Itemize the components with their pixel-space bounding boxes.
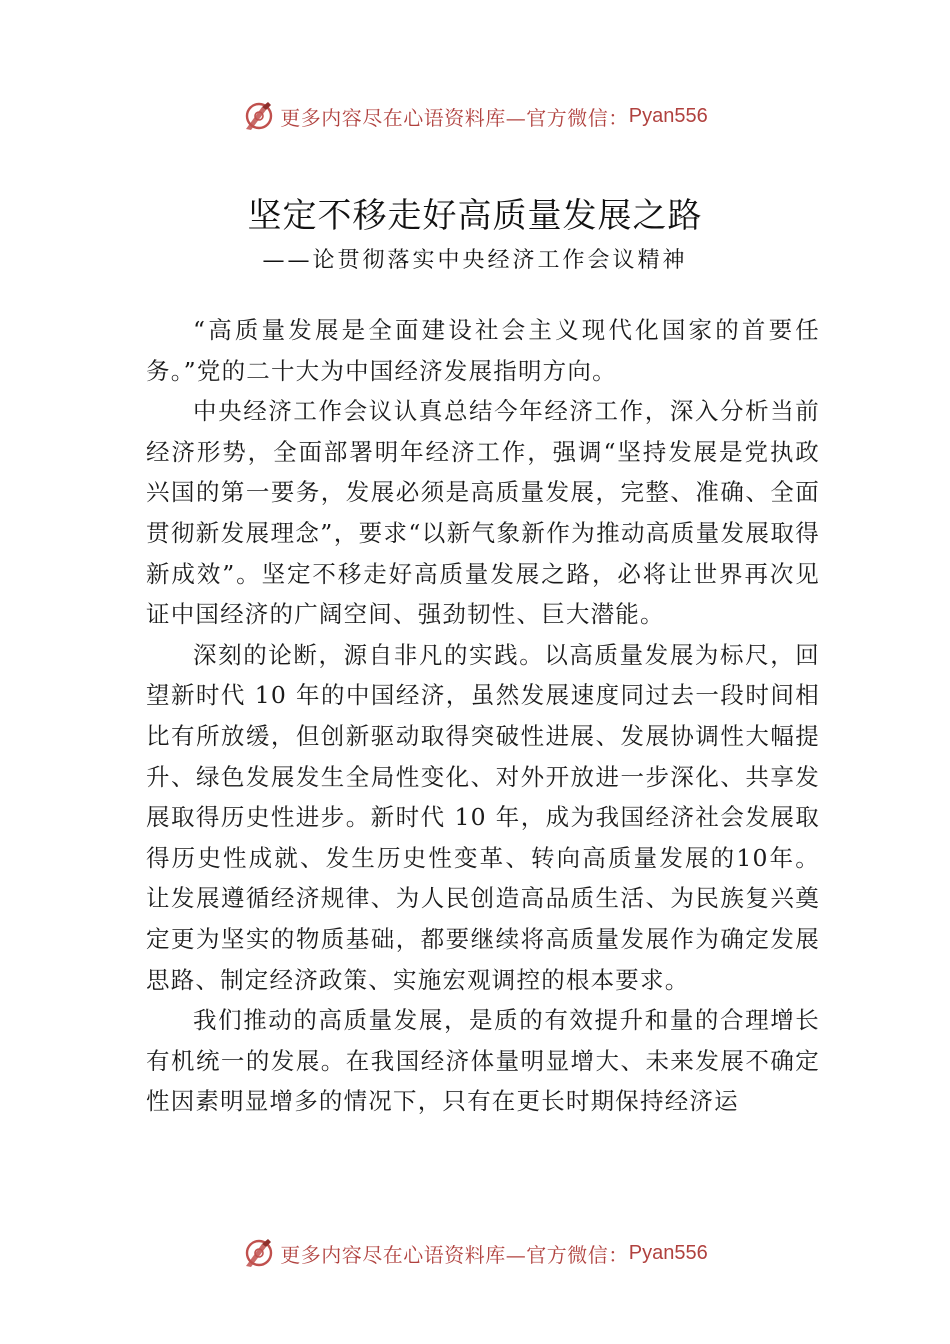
banner-wechat-id: Pyan556 <box>628 1241 708 1264</box>
pen-logo-icon <box>242 1236 276 1270</box>
paragraph: “高质量发展是全面建设社会主义现代化国家的首要任务。”党的二十大为中国经济发展指明方向。 <box>146 316 820 385</box>
footer-banner <box>0 1233 950 1273</box>
header-banner <box>0 96 950 136</box>
article-title: 坚定不移走好高质量发展之路 <box>247 196 703 236</box>
banner-text: 更多内容尽在心语资料库—官方微信： <box>280 105 629 130</box>
pen-logo-icon <box>242 99 276 133</box>
article-body <box>146 310 820 1122</box>
banner-text: 更多内容尽在心语资料库—官方微信： <box>280 1242 629 1267</box>
paragraph: 中央经济工作会议认真总结今年经济工作，深入分析当前经济形势，全面部署明年经济工作，强调“坚持发展是党执政兴国的第一要务，发展必须是高质量发展，完整、准确、全面贯彻新发展理念”，要求“以新气象新作为推动高质量发展取得新成效”。坚定不移走好高质量发展之路，必将让世界再次见证中国经济的广阔空间、强劲韧性、巨大潜能。 <box>146 397 820 629</box>
paragraph: 深刻的论断，源自非凡的实践。以高质量发展为标尺，回望新时代 10 年的中国经济，虽然发展速度同过去一段时间相比有所放缓，但创新驱动取得突破性进展、发展协调性大幅提升、绿色发展发生全局性变化、对外开放进一步深化、共享发展取得历史性进步。新时代 10 年，成为我国经济社会发展取得历史性成就、发生历史性变革、转向高质量发展的10年。让发展遵循经济规律、为人民创造高品质生活、为民族复兴奠定更为坚实的物质基础，都要继续将高质量发展作为确定发展思路、制定经济政策、实施宏观调控的根本要求。 <box>146 640 820 994</box>
paragraph: 我们推动的高质量发展，是质的有效提升和量的合理增长有机统一的发展。在我国经济体量明显增大、未来发展不确定性因素明显增多的情况下，只有在更长时期保持经济运 <box>146 1006 820 1116</box>
article-subtitle: ——论贯彻落实中央经济工作会议精神 <box>262 248 688 273</box>
banner-wechat-id: Pyan556 <box>628 104 708 127</box>
